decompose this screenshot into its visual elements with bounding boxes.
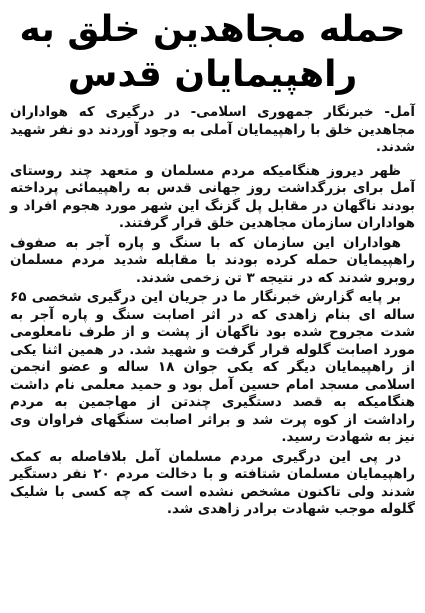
bottom-edge	[0, 609, 425, 613]
lead-paragraph: آمل- خبرنگار جمهوری اسلامی- در درگیری که هواداران مجاهدین خلق با راهپیمایان آملی به وجود آوردند دو نفر شهید شدند.	[10, 104, 415, 155]
headline-line-2: راهپیمایان قدس	[67, 54, 358, 95]
body-paragraph-4: در پی این درگیری مردم مسلمان آمل بلافاصله به کمک راهپیمایان مسلمان شتافته و با دخالت مردم ۲۰ نفر دستگیر شدند ولی تاکنون مشخص نشده است که چه کسی با شلیک گلوله موجب شهادت برادر زاهدی شد.	[10, 448, 415, 517]
headline-line-1: حمله مجاهدین خلق به	[19, 9, 406, 50]
body-paragraph-2: هواداران این سازمان که با سنگ و پاره آجر به صفوف راهپیمایان حمله کرده بودند با مقابله شدید مردم مسلمان روبرو شدند که در نتیجه ۳ تن زخمی شدند.	[10, 234, 415, 286]
body-paragraph-3: بر پایه گزارش خبرنگار ما در جریان این درگیری شخصی ۶۵ ساله ای بنام زاهدی که در اثر اصابت سنگ و پاره آجر به شدت مجروح شده بود ناگهان از پشت و از طرف نامعلومی مورد اصابت گلوله قرار گرفت و شهید شد. در همین اثنا یکی از راهپیمایان دیگر که یکی جوان ۱۸ ساله و عضو انجمن اسلامی مسجد امام حسین آمل بود و حمید معلمی نام داشت هنگامیکه به قصد دستگیری چندتن از مهاجمین به مردم راداشت از کوه پرت شد و براثر اصابت سنگهای فراوان وی نیز به شهادت رسید.	[10, 289, 415, 445]
body-paragraph-1: ظهر دیروز هنگامیکه مردم مسلمان و متعهد چند روستای آمل برای بزرگداشت روز جهانی قدس به راهپیمائی پرداخته بودند ناگهان در مقابل پل گزنگ این شهر مورد هجوم افراد و هواداران سازمان مجاهدین خلق قرار گرفتند.	[10, 162, 415, 231]
